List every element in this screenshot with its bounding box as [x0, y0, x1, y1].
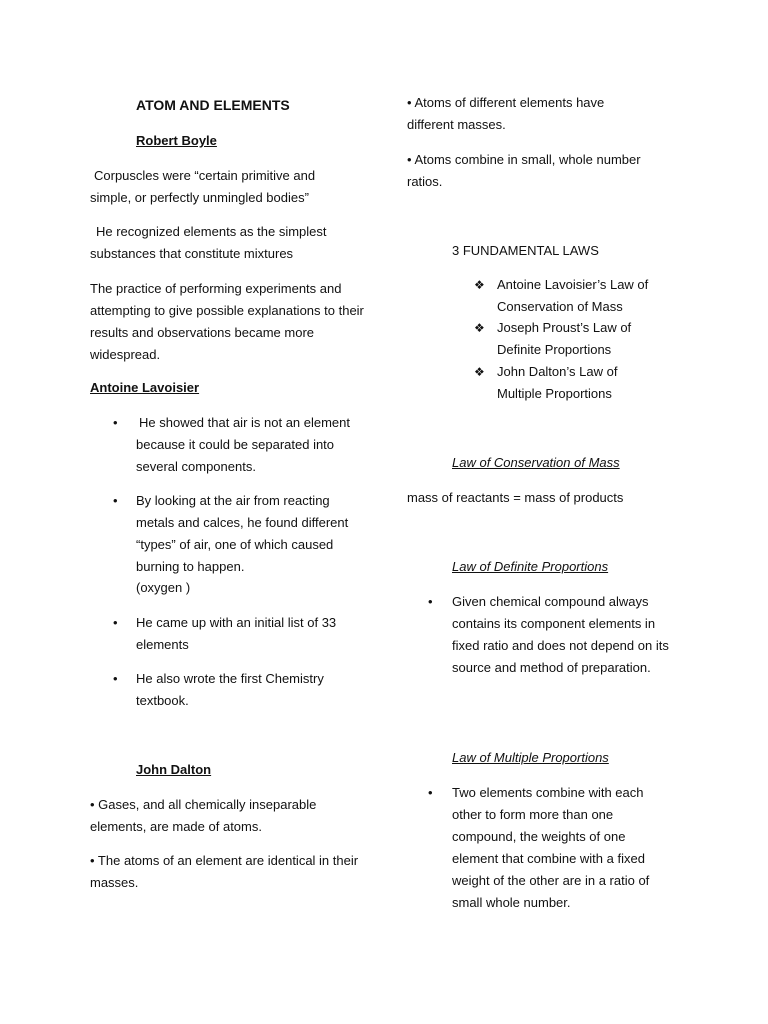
list-item — [474, 317, 674, 361]
list-item — [428, 591, 678, 701]
law-list-text: John Dalton’s Law of Multiple Proportions — [497, 364, 618, 401]
boyle-paragraph-3: The practice of performing experiments and attempting to give possible explanations to their results and observations became more widespread. — [90, 281, 364, 362]
conservation-formula: mass of reactants = mass of products — [407, 490, 624, 505]
bullet-icon: • — [428, 785, 433, 800]
definite-heading: Law of Definite Proportions — [452, 559, 609, 574]
bullet-icon: • — [428, 594, 433, 609]
boyle-heading: Robert Boyle — [136, 133, 217, 148]
bullet-icon: • — [113, 615, 118, 630]
boyle-paragraph-2: He recognized elements as the simplest substances that constitute mixtures — [90, 224, 327, 261]
laws-heading: 3 FUNDAMENTAL LAWS — [452, 243, 599, 258]
multiple-bullet-text: Two elements combine with each other to form more than one compound, the weights of one element that combine with a fixed weight of the other are in a ratio of small whole number. — [452, 785, 650, 910]
lavoisier-bullet-text: By looking at the air from reacting metals and calces, he found different “types” of air, one of which caused burning to happen. — [136, 493, 349, 574]
list-item — [474, 274, 674, 318]
bullet-icon: • — [113, 671, 118, 686]
oxygen-note: (oxygen ) — [136, 580, 191, 595]
dalton-point: • Gases, and all chemically inseparable elements, are made of atoms. — [90, 797, 317, 834]
lavoisier-heading: Antoine Lavoisier — [90, 380, 200, 395]
lavoisier-bullet-text: He also wrote the first Chemistry textbook. — [136, 671, 324, 708]
list-item — [428, 782, 678, 914]
lavoisier-bullet-text: He showed that air is not an element because it could be separated into several components. — [136, 415, 351, 474]
list-item — [113, 412, 353, 478]
dalton-point: • Atoms of different elements have different masses. — [407, 95, 605, 132]
bullet-icon: • — [113, 493, 118, 508]
multiple-heading: Law of Multiple Proportions — [452, 750, 609, 765]
diamond-bullet-icon: ❖ — [474, 278, 485, 292]
page-title: ATOM AND ELEMENTS — [136, 97, 290, 113]
lavoisier-bullet-text: He came up with an initial list of 33 elements — [136, 615, 337, 652]
list-item — [113, 490, 369, 578]
bullet-icon: • — [113, 415, 118, 430]
dalton-point: • Atoms combine in small, whole number ratios. — [407, 152, 641, 189]
definite-bullet-text: Given chemical compound always contains its component elements in fixed ratio and does not depend on its source and method of preparation. — [452, 594, 669, 675]
conservation-heading: Law of Conservation of Mass — [452, 455, 620, 470]
list-item — [113, 668, 369, 712]
law-list-text: Joseph Proust’s Law of Definite Proportions — [497, 320, 632, 357]
list-item — [113, 612, 369, 656]
law-list-text: Antoine Lavoisier’s Law of Conservation of Mass — [497, 277, 649, 314]
diamond-bullet-icon: ❖ — [474, 365, 485, 379]
diamond-bullet-icon: ❖ — [474, 321, 485, 335]
boyle-paragraph-1: Corpuscles were “certain primitive and simple, or perfectly unmingled bodies” — [90, 168, 316, 205]
dalton-heading: John Dalton — [136, 762, 212, 777]
list-item — [474, 361, 674, 405]
dalton-point: • The atoms of an element are identical in their masses. — [90, 853, 359, 890]
